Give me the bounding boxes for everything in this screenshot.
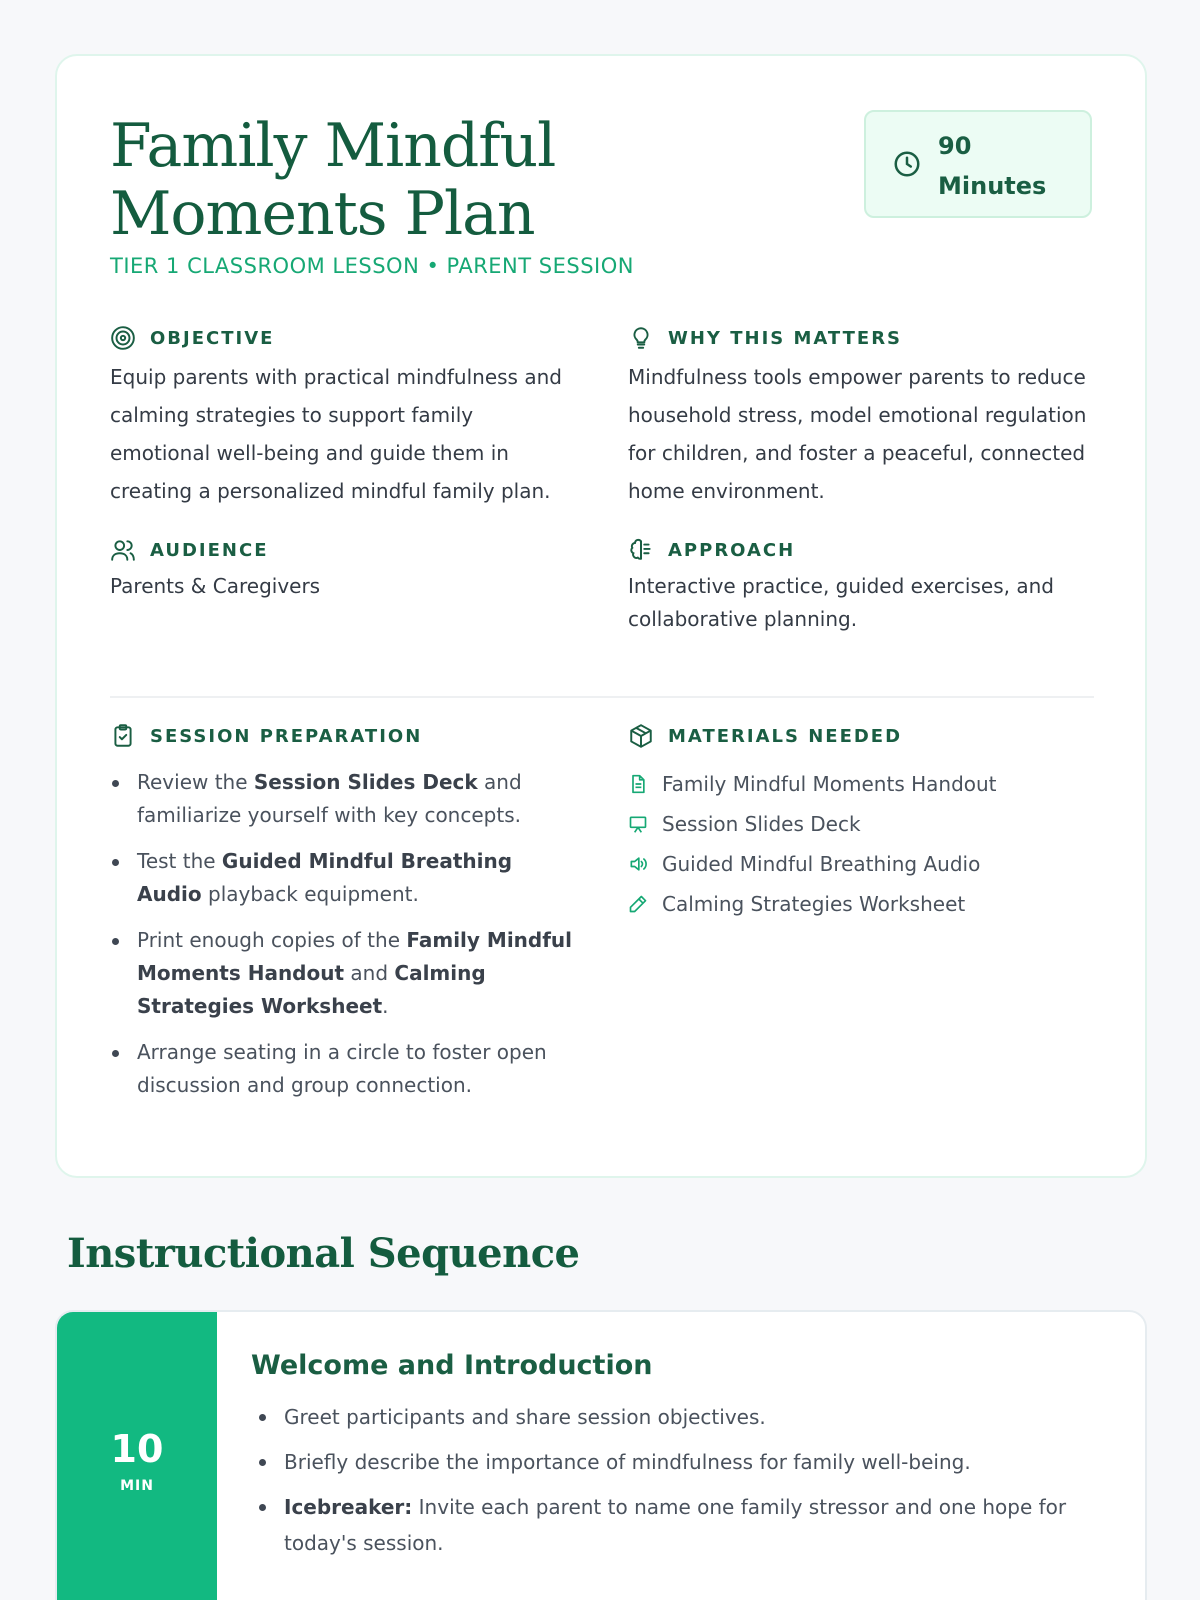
- plan-card: [55, 54, 1147, 1178]
- why-text: Mindfulness tools empower parents to reduce household stress, model emotional regulation for children, and foster a peaceful, connected home environment.: [628, 365, 1087, 503]
- list-item: Icebreaker: Invite each parent to name one family stressor and one hope for today's session.: [251, 1489, 1111, 1561]
- step-minutes: 10: [110, 1427, 164, 1471]
- document-icon: [628, 774, 662, 794]
- audience-section: [110, 534, 570, 603]
- list-item: Print enough copies of the Family Mindful Moments Handout and Calming Strategies Worksheet.: [110, 924, 580, 1023]
- duration-unit: Minutes: [938, 172, 1047, 200]
- preparation-list: [110, 766, 580, 1102]
- list-item: Test the Guided Mindful Breathing Audio playback equipment.: [110, 845, 580, 911]
- brain-icon: [628, 536, 656, 564]
- duration-value: 90: [938, 132, 972, 160]
- materials-list: [628, 764, 1098, 924]
- duration-text: [938, 126, 1078, 206]
- approach-text: Interactive practice, guided exercises, and collaborative planning.: [628, 574, 1054, 631]
- objective-section: [110, 322, 570, 510]
- audience-text: Parents & Caregivers: [110, 574, 321, 598]
- section-divider: [110, 696, 1094, 698]
- preparation-label: SESSION PREPARATION: [150, 725, 423, 747]
- materials-label: MATERIALS NEEDED: [668, 725, 903, 747]
- list-item: Greet participants and share session objectives.: [251, 1399, 1111, 1435]
- presentation-icon: [628, 814, 662, 834]
- list-item: Review the Session Slides Deck and familiarize yourself with key concepts.: [110, 766, 580, 832]
- list-item: Arrange seating in a circle to foster open discussion and group connection.: [110, 1036, 580, 1102]
- list-item: Guided Mindful Breathing Audio: [628, 844, 1098, 884]
- clipboard-check-icon: [110, 722, 138, 750]
- list-item: Briefly describe the importance of mindfulness for family well-being.: [251, 1444, 1111, 1480]
- audience-label: AUDIENCE: [150, 539, 269, 561]
- objective-text: Equip parents with practical mindfulness and calming strategies to support family emotional well-being and guide them in creating a personalized mindful family plan.: [110, 365, 562, 503]
- step-title: Welcome and Introduction: [251, 1350, 653, 1381]
- users-icon: [110, 536, 138, 564]
- step-minutes-unit: MIN: [120, 1478, 154, 1494]
- speaker-icon: [628, 854, 662, 874]
- list-item: Session Slides Deck: [628, 804, 1098, 844]
- why-section: [628, 322, 1098, 510]
- step-duration: [57, 1312, 217, 1600]
- approach-label: APPROACH: [668, 539, 796, 561]
- package-icon: [628, 722, 656, 750]
- list-item: Calming Strategies Worksheet: [628, 884, 1098, 924]
- step-content: [251, 1350, 1111, 1570]
- list-item: Family Mindful Moments Handout: [628, 764, 1098, 804]
- objective-label: OBJECTIVE: [150, 327, 275, 349]
- clock-icon: [892, 149, 922, 183]
- materials-section: [628, 720, 1098, 924]
- approach-section: [628, 534, 1098, 636]
- sequence-title: Instructional Sequence: [67, 1230, 580, 1277]
- step-list: [251, 1399, 1111, 1561]
- why-label: WHY THIS MATTERS: [668, 327, 903, 349]
- preparation-section: [110, 720, 580, 1115]
- lightbulb-icon: [628, 324, 656, 352]
- duration-badge: [864, 110, 1092, 218]
- lesson-subtitle: TIER 1 CLASSROOM LESSON • PARENT SESSION: [110, 254, 634, 278]
- pencil-icon: [628, 894, 662, 914]
- sequence-step: [55, 1310, 1147, 1600]
- target-icon: [110, 324, 138, 352]
- page-title: Family Mindful Moments Plan: [110, 111, 556, 249]
